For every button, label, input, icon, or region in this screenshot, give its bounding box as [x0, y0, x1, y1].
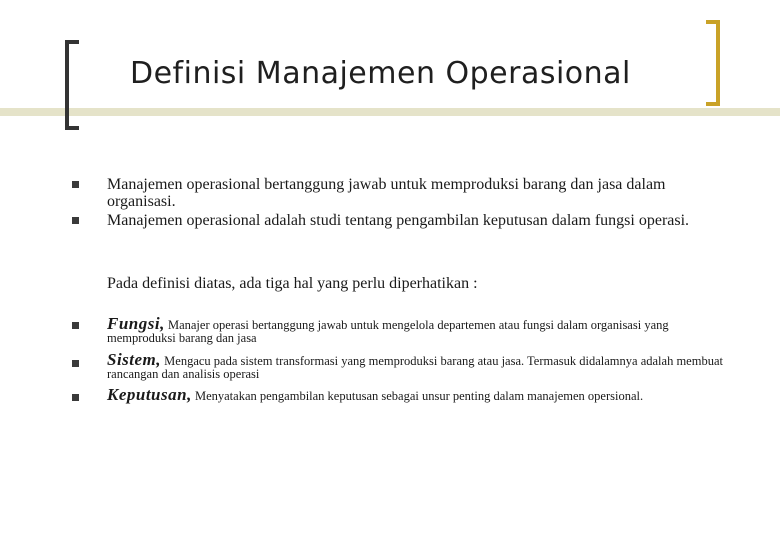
intro-text: Pada definisi diatas, ada tiga hal yang perlu diperhatikan :: [107, 275, 478, 292]
left-bracket-decoration: [65, 40, 79, 130]
point-description: Manajer operasi bertanggung jawab untuk mengelola departemen atau fungsi dalam organisasi yang memproduksi barang dan jasa: [107, 318, 669, 345]
right-bracket-decoration: [706, 20, 720, 106]
square-bullet-icon: [72, 322, 79, 329]
point-item: [107, 350, 727, 381]
square-bullet-icon: [72, 360, 79, 367]
point-term: Keputusan,: [107, 385, 192, 404]
title-band: [0, 108, 780, 116]
square-bullet-icon: [72, 217, 79, 224]
point-description: Menyatakan pengambilan keputusan sebagai unsur penting dalam manajemen opersional.: [194, 389, 644, 403]
square-bullet-icon: [72, 394, 79, 401]
point-item: [107, 314, 727, 345]
point-description: Mengacu pada sistem transformasi yang memproduksi barang atau jasa. Termasuk didalamnya adalah membuat rancangan dan analisis operasi: [107, 354, 723, 381]
definition-item: Manajemen operasional adalah studi tentang pengambilan keputusan dalam fungsi operasi.: [107, 212, 690, 229]
square-bullet-icon: [72, 181, 79, 188]
page-title: Definisi Manajemen Operasional: [130, 56, 631, 91]
point-term: Fungsi,: [107, 314, 165, 333]
point-term: Sistem,: [107, 350, 162, 369]
definition-item: Manajemen operasional bertanggung jawab untuk memproduksi barang dan jasa dalam organisasi.: [107, 176, 666, 210]
point-item: [107, 385, 727, 404]
